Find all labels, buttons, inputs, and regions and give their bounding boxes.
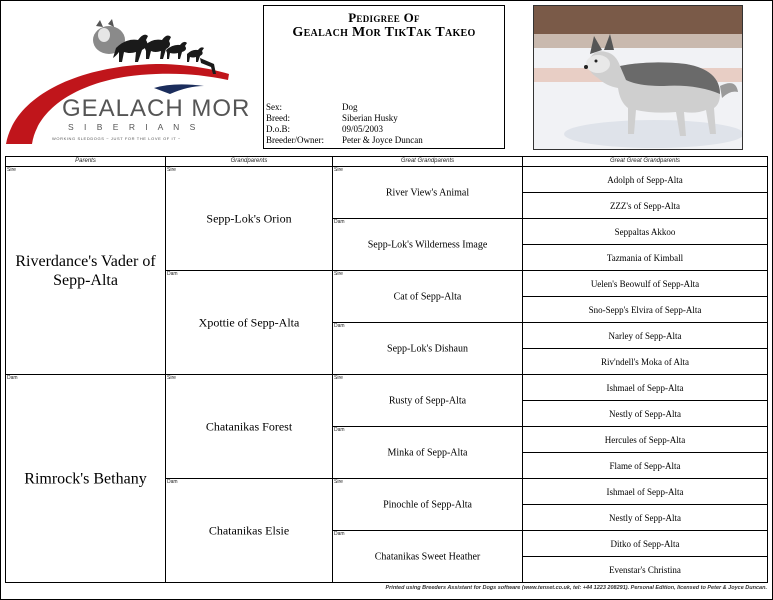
great-great-grandparent-name: Hercules of Sepp-Alta bbox=[604, 434, 686, 445]
pedigree-cell-great-grandparent bbox=[333, 427, 523, 479]
sire-tag: Sire bbox=[334, 167, 343, 173]
pedigree-cell-great-grandparent bbox=[333, 219, 523, 271]
dam-tag: Dam bbox=[334, 531, 345, 537]
sire-tag: Sire bbox=[167, 375, 176, 381]
dob-label: D.o.B: bbox=[266, 124, 291, 134]
column-header-grandparents: Grandparents bbox=[166, 157, 333, 167]
pedigree-cell-dam bbox=[6, 375, 166, 582]
great-great-grandparent-name: Ishmael of Sepp-Alta bbox=[606, 486, 684, 497]
kennel-logo bbox=[4, 18, 256, 148]
great-great-grandparent-name: Narley of Sepp-Alta bbox=[608, 330, 682, 341]
pedigree-cell-great-great-grandparent bbox=[523, 557, 767, 582]
logo-sub-text: S I B E R I A N S bbox=[68, 122, 200, 132]
dam-tag: Dam bbox=[7, 375, 18, 381]
great-grandparent-name: River View's Animal bbox=[385, 187, 470, 198]
pedigree-cell-great-great-grandparent bbox=[523, 271, 767, 297]
pedigree-cell-great-great-grandparent bbox=[523, 219, 767, 245]
pedigree-cell-great-great-grandparent bbox=[523, 505, 767, 531]
owner-value: Peter & Joyce Duncan bbox=[342, 135, 423, 145]
great-great-grandparent-name: ZZZ's of Sepp-Alta bbox=[609, 200, 681, 211]
pedigree-cell-great-great-grandparent bbox=[523, 297, 767, 323]
column-header-parents: Parents bbox=[6, 157, 166, 167]
software-footer: Printed using Breeders Assistant for Dogs software (www.tenset.co.uk, tel: +44 1223 208291). Personal Edition, licensed to Peter & Joyce Duncan. bbox=[385, 585, 767, 591]
dam-tag: Dam bbox=[167, 271, 178, 277]
great-great-grandparent-name: Ditko of Sepp-Alta bbox=[610, 538, 680, 549]
great-great-grandparent-name: Adolph of Sepp-Alta bbox=[607, 174, 683, 185]
great-great-grandparent-name: Seppaltas Akkoo bbox=[614, 226, 676, 237]
pedigree-cell-great-great-grandparent bbox=[523, 167, 767, 193]
great-great-grandparent-name: Nestly of Sepp-Alta bbox=[609, 408, 681, 419]
great-grandparent-name: Pinochle of Sepp-Alta bbox=[383, 499, 472, 510]
pedigree-cell-great-great-grandparent bbox=[523, 245, 767, 271]
dam-tag: Dam bbox=[167, 479, 178, 485]
sire-tag: Sire bbox=[334, 375, 343, 381]
parent-name: Riverdance's Vader of Sepp-Alta bbox=[15, 252, 156, 289]
dob-value: 09/05/2003 bbox=[342, 124, 384, 134]
pedigree-cell-great-grandparent bbox=[333, 271, 523, 323]
great-grandparent-name: Sepp-Lok's Wilderness Image bbox=[367, 239, 488, 250]
pedigree-cell-great-great-grandparent bbox=[523, 193, 767, 219]
title-line-1: Pedigree Of bbox=[348, 10, 420, 25]
grandparent-name: Chatanikas Forest bbox=[205, 419, 293, 433]
pedigree-cell-grandparent bbox=[166, 167, 333, 271]
pedigree-cell-great-great-grandparent bbox=[523, 453, 767, 479]
pedigree-cell-great-great-grandparent bbox=[523, 531, 767, 557]
great-grandparent-name: Cat of Sepp-Alta bbox=[393, 291, 462, 302]
dam-tag: Dam bbox=[334, 323, 345, 329]
pedigree-cell-grandparent bbox=[166, 375, 333, 479]
title-box bbox=[263, 5, 505, 149]
great-great-grandparent-name: Tazmania of Kimball bbox=[606, 252, 684, 263]
pedigree-cell-sire bbox=[6, 167, 166, 375]
sex-label: Sex: bbox=[266, 102, 283, 112]
sire-tag: Sire bbox=[334, 271, 343, 277]
pedigree-cell-great-great-grandparent bbox=[523, 401, 767, 427]
pedigree-table bbox=[5, 156, 768, 583]
dog-name-title: Gealach Mor TikTak Takeo bbox=[292, 25, 476, 40]
dam-tag: Dam bbox=[334, 427, 345, 433]
logo-name-text: GEALACH MOR bbox=[62, 95, 251, 122]
grandparent-name: Chatanikas Elsie bbox=[208, 523, 290, 537]
great-great-grandparent-name: Evenstar's Christina bbox=[609, 564, 681, 575]
pedigree-cell-great-grandparent bbox=[333, 323, 523, 375]
sire-tag: Sire bbox=[167, 167, 176, 173]
pedigree-cell-great-grandparent bbox=[333, 167, 523, 219]
sire-tag: Sire bbox=[7, 167, 16, 173]
pedigree-cell-great-grandparent bbox=[333, 479, 523, 531]
great-great-grandparent-name: Riv'ndell's Moka of Alta bbox=[601, 356, 689, 367]
logo-swoosh-icon bbox=[154, 84, 204, 94]
owner-label: Breeder/Owner: bbox=[266, 135, 324, 145]
husky-photo bbox=[533, 5, 743, 150]
sex-value: Dog bbox=[342, 102, 358, 112]
great-great-grandparent-name: Ishmael of Sepp-Alta bbox=[606, 382, 684, 393]
great-great-grandparent-name: Sno-Sepp's Elvira of Sepp-Alta bbox=[588, 304, 702, 315]
dam-tag: Dam bbox=[334, 219, 345, 225]
breed-label: Breed: bbox=[266, 113, 290, 123]
great-grandparent-name: Rusty of Sepp-Alta bbox=[388, 395, 467, 406]
info-row-owner bbox=[266, 135, 504, 147]
great-great-grandparent-name: Nestly of Sepp-Alta bbox=[609, 512, 681, 523]
column-header-great-great-grandparents: Great Great Grandparents bbox=[523, 157, 767, 167]
pedigree-cell-great-grandparent bbox=[333, 375, 523, 427]
sire-tag: Sire bbox=[334, 479, 343, 485]
grandparent-name: Xpottie of Sepp-Alta bbox=[198, 315, 300, 329]
great-grandparent-name: Minka of Sepp-Alta bbox=[387, 447, 468, 458]
parent-name: Rimrock's Bethany bbox=[24, 470, 147, 487]
column-header-great-grandparents: Great Grandparents bbox=[333, 157, 523, 167]
great-great-grandparent-name: Flame of Sepp-Alta bbox=[609, 460, 681, 471]
pedigree-cell-grandparent bbox=[166, 271, 333, 375]
great-great-grandparent-name: Uelen's Beowulf of Sepp-Alta bbox=[590, 278, 700, 289]
great-grandparent-name: Sepp-Lok's Dishaun bbox=[387, 343, 468, 354]
pedigree-cell-grandparent bbox=[166, 479, 333, 582]
pedigree-cell-great-great-grandparent bbox=[523, 349, 767, 375]
pedigree-cell-great-great-grandparent bbox=[523, 427, 767, 453]
pedigree-cell-great-grandparent bbox=[333, 531, 523, 582]
pedigree-cell-great-great-grandparent bbox=[523, 375, 767, 401]
pedigree-cell-great-great-grandparent bbox=[523, 479, 767, 505]
great-grandparent-name: Chatanikas Sweet Heather bbox=[374, 551, 481, 562]
breed-value: Siberian Husky bbox=[342, 113, 398, 123]
logo-tagline: WORKING SLEDDOGS ~ JUST FOR THE LOVE OF IT ~ bbox=[52, 136, 181, 141]
pedigree-cell-great-great-grandparent bbox=[523, 323, 767, 349]
grandparent-name: Sepp-Lok's Orion bbox=[206, 211, 292, 225]
